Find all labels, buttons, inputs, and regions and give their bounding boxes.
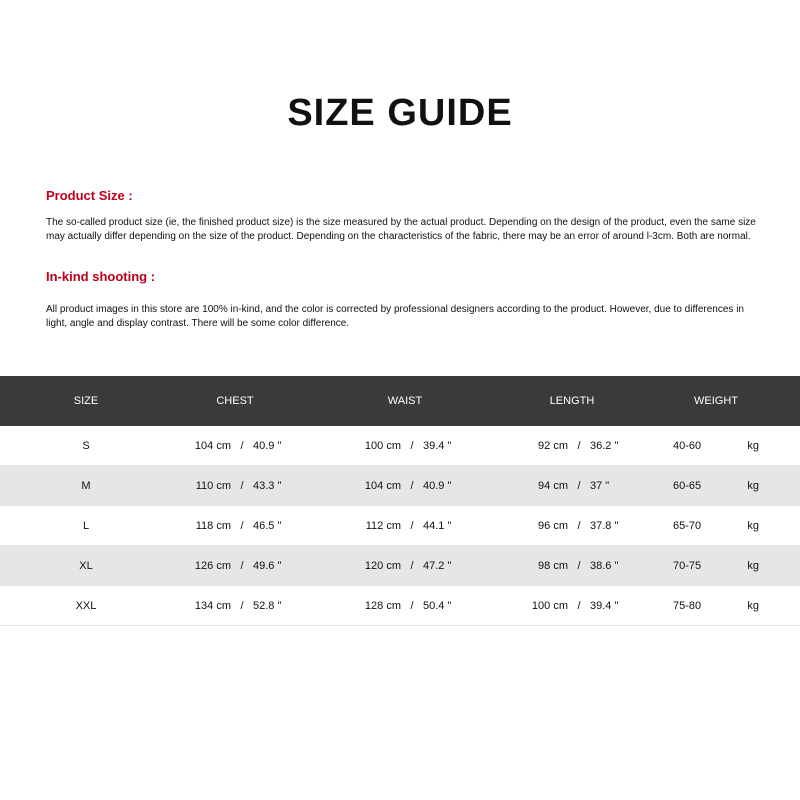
length-inch: 37.8 ": [590, 519, 619, 532]
chest-cell: [172, 426, 298, 465]
page-title: SIZE GUIDE: [287, 92, 513, 134]
waist-cm: 104 cm: [364, 479, 401, 492]
size-table: [0, 376, 800, 626]
chest-inch: 46.5 ": [253, 519, 282, 532]
weight-range: 60-65: [673, 479, 702, 492]
separator: /: [577, 599, 581, 612]
weight-cell: [632, 426, 800, 465]
separator: /: [240, 599, 244, 612]
length-cell: [512, 466, 632, 505]
chest-cell: [172, 506, 298, 545]
chest-cm: 110 cm: [195, 479, 231, 492]
waist-cell: [298, 586, 512, 625]
weight-range: 75-80: [673, 599, 702, 612]
separator: /: [410, 559, 414, 572]
size-value: M: [81, 479, 91, 492]
waist-inch: 40.9 ": [423, 479, 452, 492]
separator: /: [240, 439, 244, 452]
separator: /: [577, 559, 581, 572]
waist-cm: 128 cm: [364, 599, 401, 612]
header-length: LENGTH: [549, 395, 595, 407]
size-cell: [0, 426, 172, 465]
length-cell: [512, 546, 632, 585]
table-header-row: [0, 376, 800, 426]
waist-cm: 120 cm: [364, 559, 401, 572]
chest-cm: 104 cm: [194, 439, 231, 452]
chest-inch: 40.9 ": [253, 439, 282, 452]
separator: /: [577, 479, 581, 492]
table-row: [0, 426, 800, 466]
size-cell: [0, 546, 172, 585]
chest-cell: [172, 546, 298, 585]
separator: /: [240, 479, 244, 492]
table-row: [0, 506, 800, 546]
weight-unit: kg: [747, 519, 759, 532]
length-inch: 39.4 ": [590, 599, 619, 612]
separator: /: [240, 559, 244, 572]
product-size-text: The so-called product size (ie, the finished product size) is the size measured by the actual product. Depending on the design of the product, even the same size may actually differ depending on the size of the product. Depending on the characteristics of the fabric, there may be an error of around l-3cm. Both are normal.: [46, 217, 756, 242]
length-cm: 98 cm: [538, 559, 568, 572]
length-inch: 37 ": [590, 479, 610, 492]
header-waist: WAIST: [387, 395, 423, 407]
chest-cm: 126 cm: [194, 559, 231, 572]
size-value: XXL: [75, 599, 97, 612]
size-value: XL: [79, 559, 93, 572]
separator: /: [410, 479, 414, 492]
in-kind-shooting-heading: In-kind shooting :: [46, 269, 156, 284]
length-inch: 36.2 ": [590, 439, 619, 452]
chest-inch: 43.3 ": [253, 479, 282, 492]
length-cell: [512, 506, 632, 545]
table-body: [0, 426, 800, 626]
length-cm: 96 cm: [538, 519, 568, 532]
waist-cell: [298, 546, 512, 585]
size-value: S: [82, 439, 90, 452]
weight-unit: kg: [747, 559, 759, 572]
table-row: [0, 546, 800, 586]
weight-range: 70-75: [673, 559, 702, 572]
waist-cm: 112 cm: [365, 519, 401, 532]
table-row: [0, 586, 800, 626]
waist-cell: [298, 426, 512, 465]
waist-inch: 44.1 ": [423, 519, 452, 532]
size-cell: [0, 506, 172, 545]
header-weight: WEIGHT: [694, 395, 738, 407]
separator: /: [410, 599, 414, 612]
weight-cell: [632, 586, 800, 625]
in-kind-shooting-text: All product images in this store are 100% in-kind, and the color is corrected by professional designers according to the product. However, due to differences in light, angle and display contrast. There will be some color difference.: [46, 304, 744, 329]
header-chest: CHEST: [216, 395, 254, 407]
length-cell: [512, 426, 632, 465]
chest-cell: [172, 586, 298, 625]
product-size-heading: Product Size :: [46, 188, 133, 203]
table-row: [0, 466, 800, 506]
length-inch: 38.6 ": [590, 559, 619, 572]
separator: /: [577, 439, 581, 452]
length-cell: [512, 586, 632, 625]
separator: /: [410, 439, 414, 452]
chest-inch: 52.8 ": [253, 599, 282, 612]
length-cm: 92 cm: [538, 439, 568, 452]
weight-range: 65-70: [673, 519, 702, 532]
weight-cell: [632, 466, 800, 505]
separator: /: [577, 519, 581, 532]
weight-cell: [632, 546, 800, 585]
separator: /: [410, 519, 414, 532]
waist-cell: [298, 506, 512, 545]
header-size: SIZE: [73, 395, 99, 407]
size-cell: [0, 466, 172, 505]
length-cm: 94 cm: [538, 479, 568, 492]
size-cell: [0, 586, 172, 625]
chest-cm: 118 cm: [195, 519, 231, 532]
waist-inch: 39.4 ": [423, 439, 452, 452]
weight-range: 40-60: [673, 439, 702, 452]
weight-unit: kg: [747, 439, 759, 452]
separator: /: [240, 519, 244, 532]
waist-cell: [298, 466, 512, 505]
size-value: L: [82, 519, 90, 532]
weight-cell: [632, 506, 800, 545]
waist-inch: 50.4 ": [423, 599, 452, 612]
chest-cell: [172, 466, 298, 505]
waist-inch: 47.2 ": [423, 559, 452, 572]
chest-inch: 49.6 ": [253, 559, 282, 572]
waist-cm: 100 cm: [364, 439, 401, 452]
weight-unit: kg: [747, 479, 759, 492]
chest-cm: 134 cm: [194, 599, 231, 612]
length-cm: 100 cm: [531, 599, 568, 612]
weight-unit: kg: [747, 599, 759, 612]
